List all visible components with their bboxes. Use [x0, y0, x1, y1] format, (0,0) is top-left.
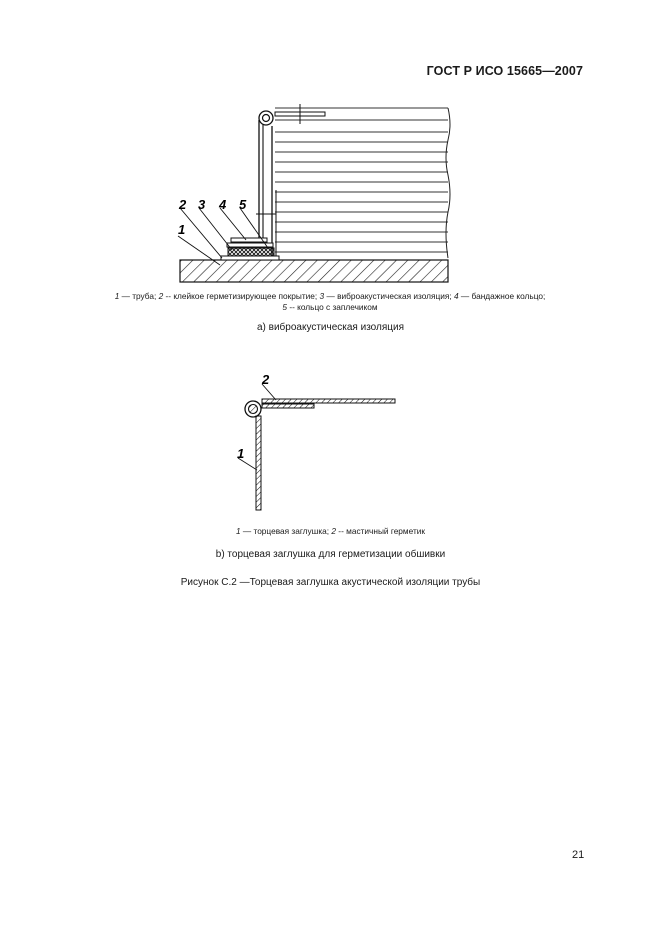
pipe-section: [180, 260, 448, 282]
figure-a-drawing: [0, 0, 661, 300]
acoustic-insulation-layer: [228, 248, 274, 256]
legend-a-item-2: 2 -- клейкое герметизирующее покрытие;: [158, 291, 320, 301]
callout-a-5: 5: [239, 197, 247, 212]
figure-b-caption: b) торцевая заглушка для герметизации обшивки: [215, 549, 446, 560]
rolled-edge: [259, 111, 273, 125]
legend-b-item-2: 2 -- мастичный герметик: [331, 526, 426, 536]
callout-b-2: 2: [262, 372, 270, 387]
legend-a-item-1: 1 — труба;: [114, 291, 159, 301]
figure-title: Рисунок С.2 —Торцевая заглушка акустической изоляции трубы: [180, 577, 481, 588]
insulation-layers: [275, 108, 448, 252]
figure-b-legend: [0, 526, 661, 536]
callout-a-4: 4: [219, 197, 227, 212]
break-line: [446, 108, 450, 258]
document-header: ГОСТ Р ИСО 15665—2007: [426, 64, 583, 78]
legend-b-item-1: 1 — торцевая заглушка;: [235, 526, 332, 536]
callout-a-3: 3: [198, 197, 206, 212]
legend-a-item-3: 3 — виброакустическая изоляция;: [319, 291, 454, 301]
figure-b-drawing: [0, 360, 661, 520]
legend-a-item-4: 4 — бандажное кольцо;: [453, 291, 546, 301]
callout-a-1: 1: [178, 222, 186, 237]
callout-b-1: 1: [237, 446, 245, 461]
end-cap: [256, 416, 261, 510]
figure-a-caption: a) виброакустическая изоляция: [256, 322, 405, 333]
legend-a-item-5: 5 -- кольцо с заплечиком: [282, 302, 378, 312]
figure-a-legend: [70, 291, 590, 313]
callout-a-2: 2: [179, 197, 187, 212]
page-number: 21: [572, 849, 585, 861]
